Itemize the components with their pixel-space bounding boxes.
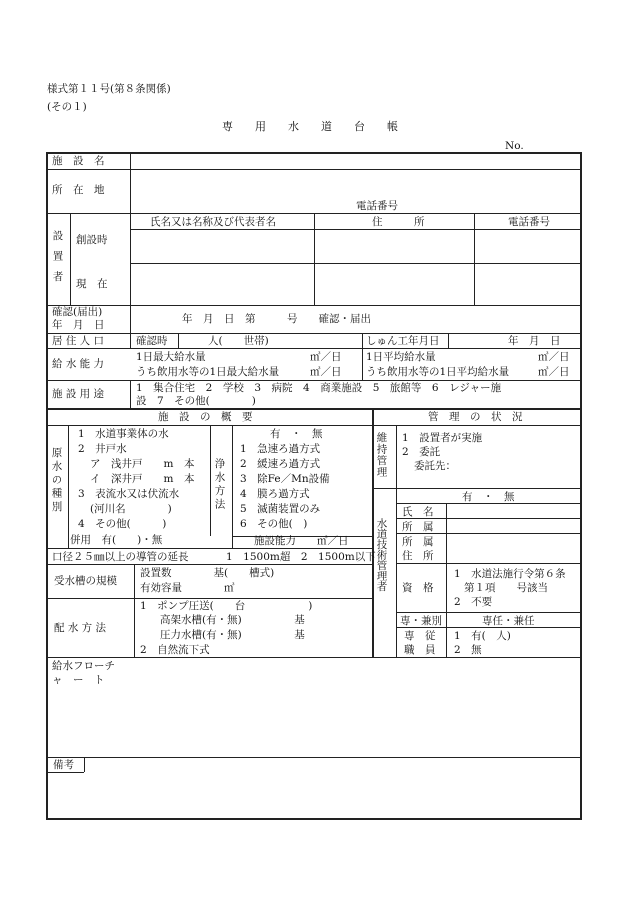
purification-item: 5 滅菌装置のみ <box>240 503 321 515</box>
avg-daily-unit: ㎥／日 <box>538 351 570 363</box>
qualification-label: 資 格 <box>402 582 434 594</box>
tank-count: 設置数 基( 槽式) <box>140 567 275 579</box>
purification-item: 3 除Fe／Mn設備 <box>240 473 330 485</box>
row-founding-label: 創設時 <box>76 234 108 246</box>
purification-item: 1 急速ろ過方式 <box>240 443 321 455</box>
source-item: 4 その他( ) <box>78 518 167 530</box>
staff-label-1: 専 従 <box>404 630 436 642</box>
max-daily-drinking-label: うち飲用水等の1日最大給水量 <box>136 366 280 378</box>
avg-daily-drinking-unit: ㎥／日 <box>538 366 570 378</box>
affiliation-address-label-1: 所 属 <box>402 536 434 548</box>
source-item: ア 浅井戸 m 本 <box>90 458 195 470</box>
dedicated-value: 専任・兼任 <box>482 615 535 627</box>
engineer-affiliation-label: 所 属 <box>402 521 434 533</box>
distribution-item: 2 自然流下式 <box>140 644 210 656</box>
confirmation-date-label: 年 月 日 <box>52 319 105 331</box>
distribution-item: 高架水槽(有・無) 基 <box>160 614 305 626</box>
engineer-presence: 有 ・ 無 <box>462 491 515 503</box>
completion-label: しゅん工年月日 <box>366 335 440 347</box>
max-daily-label: 1日最大給水量 <box>136 351 206 363</box>
supply-capacity-label: 給 水 能 力 <box>52 358 105 370</box>
form-number: 様式第１１号(第８条関係) <box>47 83 171 95</box>
qualification-item: 1 水道法施行令第６条 <box>454 568 566 580</box>
population-at-confirm: 確認時 <box>136 335 168 347</box>
purification-item: 4 膜ろ過方式 <box>240 488 310 500</box>
source-label: 原水の種別 <box>50 447 63 515</box>
source-item: 併用 有( )・無 <box>70 534 163 546</box>
source-item: (河川名 ) <box>90 503 172 515</box>
qualification-item: 第１項 号該当 <box>464 582 548 594</box>
distribution-label: 配 水 方 法 <box>54 622 107 634</box>
col-phone-header: 電話番号 <box>508 216 550 228</box>
source-item: 1 水道事業体の水 <box>78 428 169 440</box>
installer-label: 設置者 <box>51 230 64 292</box>
staff-item: 2 無 <box>454 644 482 656</box>
confirmation-value: 年 月 日 第 号 確認・届出 <box>182 313 371 325</box>
source-item: 2 井戸水 <box>78 443 127 455</box>
maintenance-item: 委託先： <box>414 460 456 472</box>
purification-item: 2 緩速ろ過方式 <box>240 458 321 470</box>
avg-daily-label: 1日平均給水量 <box>366 351 436 363</box>
form-part: (その１) <box>47 101 87 113</box>
engineer-name-label: 氏 名 <box>402 506 434 518</box>
confirmation-label: 確認(届出) <box>52 306 103 318</box>
affiliation-address-label-2: 住 所 <box>402 550 434 562</box>
maintenance-item: 1 設置者が実施 <box>402 432 483 444</box>
engineer-label: 水道技術管理者 <box>375 518 388 592</box>
staff-item: 1 有( 人) <box>454 630 511 642</box>
remarks-label: 備考 <box>53 759 74 771</box>
dedicated-label: 専・兼別 <box>400 615 442 627</box>
distribution-item: 圧力水槽(有・無) 基 <box>160 629 305 641</box>
address-label: 所 在 地 <box>52 184 105 196</box>
purification-label: 浄水方法 <box>213 458 226 512</box>
overview-header: 施 設 の 概 要 <box>158 411 253 423</box>
max-daily-drinking-unit: ㎥／日 <box>310 366 342 378</box>
completion-value: 年 月 日 <box>508 335 561 347</box>
pipe-length-values: 1 1500m超 2 1500m以下 <box>226 551 376 563</box>
population-unit: 人( 世帯) <box>208 335 269 347</box>
number-label: No. <box>505 140 524 152</box>
phone-label: 電話番号 <box>356 200 398 212</box>
source-item: イ 深井戸 m 本 <box>90 473 195 485</box>
col-address-header: 住 所 <box>372 216 425 228</box>
management-header: 管 理 の 状 況 <box>428 411 523 423</box>
facility-name-label: 施 設 名 <box>52 155 105 167</box>
flowchart-label-2: ャ ー ト <box>52 674 105 686</box>
qualification-item: 2 不要 <box>454 596 493 608</box>
facility-capacity: 施設能力 ㎥／日 <box>254 535 349 547</box>
purification-header: 有 ・ 無 <box>270 428 323 440</box>
page-title: 専 用 水 道 台 帳 <box>222 120 398 133</box>
usage-label: 施 設 用 途 <box>52 388 105 400</box>
pipe-length-label: 口径２５㎜以上の導管の延長 <box>52 551 189 563</box>
tank-label: 受水槽の規模 <box>54 575 117 587</box>
max-daily-unit: ㎥／日 <box>310 351 342 363</box>
row-current-label: 現 在 <box>76 278 108 290</box>
flowchart-label-1: 給水フローチ <box>52 660 115 672</box>
staff-label-2: 職 員 <box>404 644 436 656</box>
usage-line-2: 設 7 その他( ) <box>136 395 256 407</box>
purification-item: 6 その他( ) <box>240 518 308 530</box>
distribution-item: 1 ポンプ圧送( 台 ) <box>140 600 313 612</box>
tank-volume: 有効容量 ㎥ <box>140 582 235 594</box>
population-label: 居 住 人 口 <box>52 335 105 347</box>
source-item: 3 表流水又は伏流水 <box>78 488 180 500</box>
maintenance-item: 2 委託 <box>402 446 441 458</box>
avg-daily-drinking-label: うち飲用水等の1日平均給水量 <box>366 366 510 378</box>
usage-line-1: 1 集合住宅 2 学校 3 病院 4 商業施設 5 旅館等 6 レジャー施 <box>136 382 502 394</box>
col-name-header: 氏名又は名称及び代表者名 <box>150 216 276 228</box>
maintenance-label: 維持管理 <box>375 432 388 478</box>
